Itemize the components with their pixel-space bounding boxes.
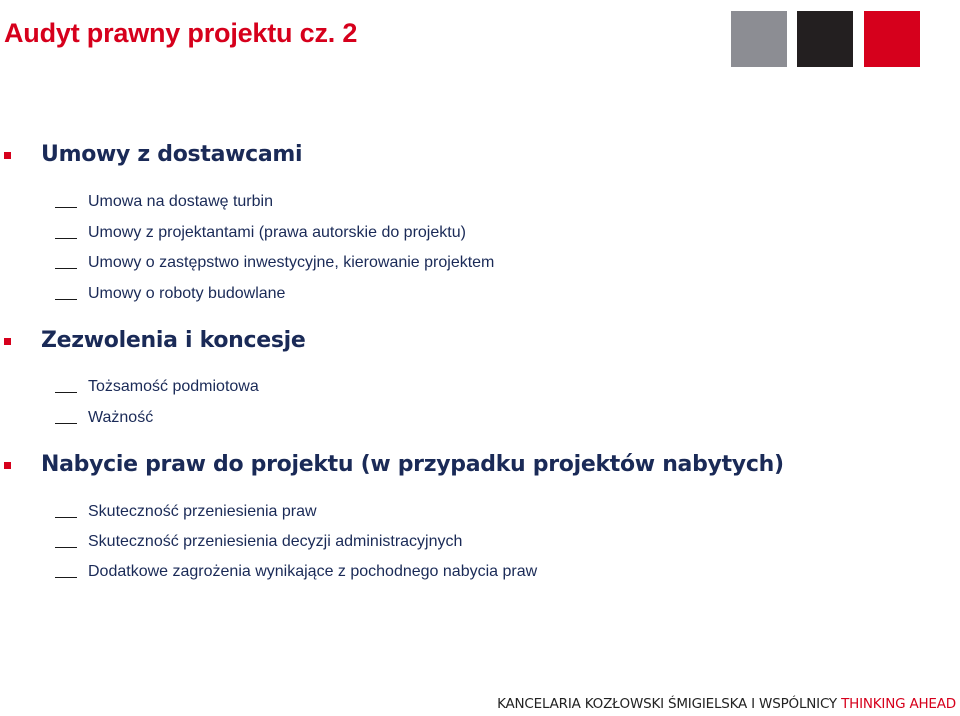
list-item-text: Umowy o zastępstwo inwestycyjne, kierowanie projektem bbox=[88, 254, 495, 271]
slide-title: Audyt prawny projektu cz. 2 bbox=[4, 18, 358, 48]
square-bullet bbox=[4, 338, 11, 345]
red-square bbox=[864, 11, 920, 67]
dash-marker bbox=[55, 238, 77, 239]
square-bullet bbox=[4, 462, 11, 469]
list-item bbox=[0, 285, 960, 315]
dash-marker bbox=[55, 547, 77, 548]
list-item-text: Umowy z projektantami (prawa autorskie do projektu) bbox=[88, 224, 466, 241]
list-item bbox=[0, 409, 960, 439]
list-item bbox=[0, 193, 960, 223]
gray-square bbox=[731, 11, 787, 67]
list-item-text: Ważność bbox=[88, 409, 154, 426]
list-item-text: Skuteczność przeniesienia decyzji administracyjnych bbox=[88, 533, 463, 550]
section-heading: Nabycie praw do projektu (w przypadku projektów nabytych) bbox=[41, 452, 784, 477]
dark-square bbox=[797, 11, 853, 67]
list-item bbox=[0, 533, 960, 563]
footer bbox=[497, 696, 956, 712]
square-bullet bbox=[4, 152, 11, 159]
list-item bbox=[0, 378, 960, 408]
footer-slogan: THINKING AHEAD bbox=[841, 696, 956, 712]
list-item-text: Umowa na dostawę turbin bbox=[88, 193, 273, 210]
list-item bbox=[0, 254, 960, 284]
dash-marker bbox=[55, 392, 77, 393]
dash-marker bbox=[55, 299, 77, 300]
list-item-text: Tożsamość podmiotowa bbox=[88, 378, 259, 395]
list-item-text: Umowy o roboty budowlane bbox=[88, 285, 286, 302]
list-item bbox=[0, 563, 960, 593]
list-item-text: Skuteczność przeniesienia praw bbox=[88, 503, 317, 520]
list-item bbox=[0, 224, 960, 254]
dash-marker bbox=[55, 577, 77, 578]
dash-marker bbox=[55, 268, 77, 269]
section-heading: Umowy z dostawcami bbox=[41, 142, 303, 167]
dash-marker bbox=[55, 207, 77, 208]
list-item bbox=[0, 503, 960, 533]
footer-firm-name: KANCELARIA KOZŁOWSKI ŚMIGIELSKA I WSPÓLNICY bbox=[497, 696, 842, 712]
list-item-text: Dodatkowe zagrożenia wynikające z pochodnego nabycia praw bbox=[88, 563, 538, 580]
dash-marker bbox=[55, 517, 77, 518]
dash-marker bbox=[55, 423, 77, 424]
section-heading: Zezwolenia i koncesje bbox=[41, 328, 306, 353]
